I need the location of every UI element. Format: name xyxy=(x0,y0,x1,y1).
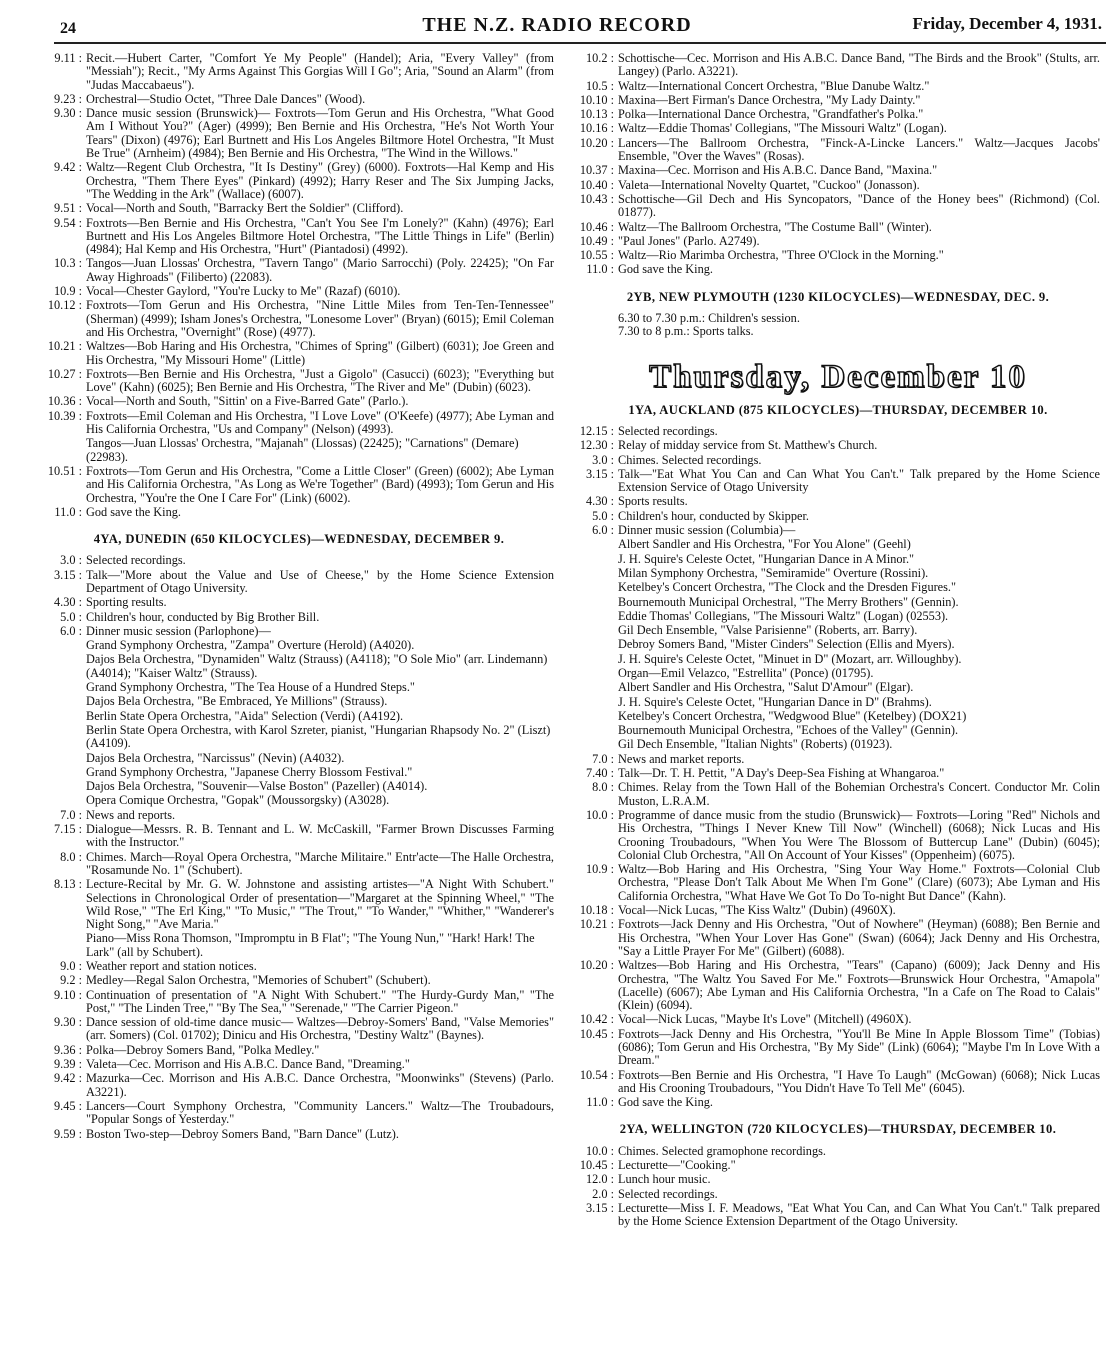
page-number: 24 xyxy=(60,20,76,37)
program-entry xyxy=(44,596,554,609)
dinner-music-item: J. H. Squire's Celeste Octet, "Minuet in D" (Mozart, arr. Willoughby). xyxy=(618,651,962,666)
program-entry xyxy=(44,107,554,160)
program-entry xyxy=(576,193,1100,220)
program-time: 9.11 : xyxy=(44,52,86,92)
program-entry xyxy=(576,122,1100,135)
program-entry xyxy=(576,108,1100,121)
dinner-music-item: Berlin State Opera Orchestra, "Aida" Selection (Verdi) (A4192). xyxy=(86,708,404,723)
program-entry xyxy=(576,221,1100,234)
program-text: Foxtrots—Ben Bernie and His Orchestra, "Can't You See I'm Lonely?" (Kahn) (4976); Earl Burtnett and His Los Angeles Biltmore Hotel Orchestra, "The Little Things in Life" (Berlin) (4984); Hal Kemp and His Orchestra, "Hurt" (Piantadosi) (4992). xyxy=(86,215,554,257)
program-time: 9.45 : xyxy=(44,1100,86,1127)
program-time: 10.3 : xyxy=(44,257,86,284)
program-entry xyxy=(44,1016,554,1043)
program-text: Continuation of presentation of "A Night With Schubert." "The Hurdy-Gurdy Man," "The Post," "The Linden Tree," "By The Sea," "Serenade," "The Carrier Pigeon." xyxy=(86,987,554,1015)
program-entry xyxy=(576,454,1100,467)
program-text: Waltz—International Concert Orchestra, "Blue Danube Waltz." xyxy=(618,78,930,93)
program-time: 9.10 : xyxy=(44,989,86,1016)
dinner-music-item: Opera Comique Orchestra, "Gopak" (Moussorgsky) (A3028). xyxy=(86,793,390,808)
dinner-music-item: Ketelbey's Concert Orchestra, "The Clock and the Dresden Figures." xyxy=(618,580,957,595)
dinner-music-item: Organ—Emil Velazco, "Estrellita" (Ponce) (01795). xyxy=(618,665,874,680)
program-time: 10.49 : xyxy=(576,235,618,248)
program-text: God save the King. xyxy=(618,1095,713,1110)
dinner-music-item: Debroy Somers Band, "Mister Cinders" Selection (Ellis and Myers). xyxy=(618,637,955,652)
program-time: 10.18 : xyxy=(576,904,618,917)
dinner-music-item: J. H. Squire's Celeste Octet, "Hungarian Dance in A Minor." xyxy=(618,551,915,566)
program-text: Vocal—Nick Lucas, "Maybe It's Love" (Mitchell) (4960X). xyxy=(618,1012,912,1027)
program-text: Lunch hour music. xyxy=(618,1172,711,1187)
program-text: Dance session of old-time dance music— Waltzes—Debroy-Somers' Band, "Valse Memories" (arr. Somers) (Col. 01702); Dinicu and His Orchestra, "Destiny Waltz" (Baynes). xyxy=(86,1015,554,1043)
program-text: Waltz—The Ballroom Orchestra, "The Costume Ball" (Winter). xyxy=(618,219,932,234)
program-time: 10.2 : xyxy=(576,52,618,79)
program-time: 5.0 : xyxy=(576,510,618,523)
program-entry xyxy=(576,1159,1100,1172)
program-time: 9.30 : xyxy=(44,107,86,160)
program-time: 9.42 : xyxy=(44,1072,86,1099)
program-text: Boston Two-step—Debroy Somers Band, "Barn Dance" (Lutz). xyxy=(86,1126,399,1141)
program-entry xyxy=(44,974,554,987)
program-time: 9.59 : xyxy=(44,1128,86,1141)
dinner-music-item: Bournemouth Municipal Orchestra, "Echoes of the Valley" (Gennin). xyxy=(618,723,959,738)
program-entry xyxy=(44,202,554,215)
program-list xyxy=(576,753,1100,1110)
program-text: Children's hour, conducted by Big Brother Bill. xyxy=(86,609,320,624)
program-entry xyxy=(576,959,1100,1012)
program-text: God save the King. xyxy=(86,504,181,519)
program-time: 9.36 : xyxy=(44,1044,86,1057)
program-entry xyxy=(576,1013,1100,1026)
program-time: 9.23 : xyxy=(44,93,86,106)
program-time: 10.9 : xyxy=(576,863,618,903)
program-entry xyxy=(576,1069,1100,1096)
program-text: Lecture-Recital by Mr. G. W. Johnstone and assisting artistes—"A Night With Schubert." Selections in Chronological Order of presentation—"Margaret at the Spinning Wheel," "The Wild Rose," "The Erl King," "To Music," "The Trout," "To Wander," "Whither," "Wanderer's Night Song," "Ave Maria." xyxy=(86,877,554,932)
program-text: Vocal—North and South, "Sittin' on a Five-Barred Gate" (Parlo.). xyxy=(86,394,409,409)
program-entry xyxy=(44,569,554,596)
dinner-music-item: Grand Symphony Orchestra, "Japanese Cherry Blossom Festival." xyxy=(86,764,413,779)
program-time: 10.27 : xyxy=(44,368,86,395)
program-entry xyxy=(44,611,554,624)
program-text: Polka—International Dance Orchestra, "Grandfather's Polka." xyxy=(618,107,924,122)
program-time: 10.20 : xyxy=(576,137,618,164)
program-entry xyxy=(576,1096,1100,1109)
program-text: Foxtrots—Tom Gerun and His Orchestra, "Nine Little Miles from Ten-Ten-Tennessee" (Sherman) (4999); Isham Jones's Orchestra, "Lonesome Lover" (Bryan) (6015); Emil Coleman and His Orchestra, "Overnight" (Rose) (4977). xyxy=(86,298,554,339)
program-time: 10.12 : xyxy=(44,299,86,339)
program-entry xyxy=(44,410,554,437)
program-entry xyxy=(44,217,554,257)
program-entry xyxy=(576,179,1100,192)
program-text: Waltzes—Bob Haring and His Orchestra, "Chimes of Spring" (Gilbert) (6031); Joe Green and His Orchestra, "My Missouri Home" (Little) xyxy=(86,339,554,367)
dinner-music-item: Berlin State Opera Orchestra, with Karol Szreter, pianist, "Hungarian Rhapsody No. 2" (Liszt) (A4109). xyxy=(86,722,551,751)
program-text: "Paul Jones" (Parlo. A2749). xyxy=(618,233,760,248)
program-text: God save the King. xyxy=(618,262,713,277)
program-entry xyxy=(576,809,1100,862)
program-text: Selected recordings. xyxy=(618,1186,718,1201)
program-list xyxy=(576,52,1100,277)
program-time: 12.0 : xyxy=(576,1173,618,1186)
program-time: 9.42 : xyxy=(44,161,86,201)
program-entry xyxy=(44,161,554,201)
program-time: 4.30 : xyxy=(576,495,618,508)
program-text: News and market reports. xyxy=(618,751,745,766)
dinner-music-item: Albert Sandler and His Orchestra, "For You Alone" (Geehl) xyxy=(618,537,911,552)
program-time: 10.20 : xyxy=(576,959,618,1012)
program-text: Vocal—Chester Gaylord, "You're Lucky to Me" (Razaf) (6010). xyxy=(86,284,401,299)
right-column xyxy=(576,52,1100,1230)
program-time: 9.54 : xyxy=(44,217,86,257)
program-text: Sports results. xyxy=(618,494,688,509)
program-time: 12.30 : xyxy=(576,439,618,452)
program-time: 8.13 : xyxy=(44,878,86,931)
program-text: News and reports. xyxy=(86,807,176,822)
program-text: Lecturette—Miss I. F. Meadows, "Eat What You Can, and Can What You Can't." Talk prepared by the Home Science Extension Department of the Otago University. xyxy=(618,1200,1100,1229)
program-time: 7.0 : xyxy=(576,753,618,766)
program-time: 10.55 : xyxy=(576,249,618,262)
program-entry xyxy=(576,235,1100,248)
program-text: Dinner music session (Parlophone)— xyxy=(86,623,271,638)
program-entry xyxy=(576,137,1100,164)
program-entry xyxy=(576,52,1100,79)
program-entry xyxy=(44,989,554,1016)
dinner-music-item: Gil Dech Ensemble, "Valse Parisienne" (Roberts, arr. Barry). xyxy=(618,623,918,638)
program-time: 10.0 : xyxy=(576,809,618,862)
program-time: 6.0 : xyxy=(576,524,618,537)
publication-title: THE N.Z. RADIO RECORD xyxy=(422,14,692,36)
program-time: 9.30 : xyxy=(44,1016,86,1043)
program-entry xyxy=(576,767,1100,780)
program-entry xyxy=(44,809,554,822)
program-entry xyxy=(576,1145,1100,1158)
program-text: Recit.—Hubert Carter, "Comfort Ye My People" (Handel); Aria, "Every Valley" (from "Messiah"); Recit., "My Arms Against This Gorgias Will I Go"; Aria, "Sound an Alarm" (from "Judas Maccabaeus"). xyxy=(86,51,554,92)
program-time: 5.0 : xyxy=(44,611,86,624)
program-text: Dialogue—Messrs. R. B. Tennant and L. W. McCaskill, "Farmer Brown Discusses Farming with the Instructor." xyxy=(86,822,554,850)
program-time: 3.0 : xyxy=(576,454,618,467)
program-entry xyxy=(576,510,1100,523)
dinner-music-item: Eddie Thomas' Collegians, "The Missouri Waltz" (Logan) (02553). xyxy=(618,608,949,623)
program-time: 10.21 : xyxy=(576,918,618,958)
program-time: 10.0 : xyxy=(576,1145,618,1158)
program-entry xyxy=(576,80,1100,93)
program-subentry: Tangos—Juan Llossas' Orchestra, "Majanah" (Llossas) (22425); "Carnations" (Demare) (22983). xyxy=(86,436,519,464)
program-text: Medley—Regal Salon Orchestra, "Memories of Schubert" (Schubert). xyxy=(86,973,431,988)
program-text: Lecturette—"Cooking." xyxy=(618,1158,736,1173)
program-text: Vocal—Nick Lucas, "The Kiss Waltz" (Dubin) (4960X). xyxy=(618,903,896,918)
program-entry xyxy=(44,506,554,519)
program-entry xyxy=(44,1128,554,1141)
program-text: Talk—"Eat What You Can and Can What You Can't." Talk prepared by the Home Science Extension Service of Otago University xyxy=(618,466,1100,495)
program-text: Relay of midday service from St. Matthew's Church. xyxy=(618,438,878,453)
dinner-music-item: Dajos Bela Orchestra, "Dynamiden" Waltz (Strauss) (A4118); "O Sole Mio" (arr. Lindemann) (A4014); "Kaiser Waltz" (Strauss). xyxy=(86,652,548,680)
program-line: 6.30 to 7.30 p.m.: Children's session. xyxy=(618,311,800,326)
program-text: Vocal—North and South, "Barracky Bert the Soldier" (Clifford). xyxy=(86,201,404,216)
program-text: Schottische—Cec. Morrison and His A.B.C. Dance Band, "The Birds and the Brook" (Stults, arr. Langey) (Parlo. A3221). xyxy=(618,51,1100,79)
program-entry xyxy=(44,257,554,284)
program-entry xyxy=(44,878,554,931)
program-entry xyxy=(44,299,554,339)
program-entry xyxy=(576,904,1100,917)
program-entry xyxy=(44,625,554,638)
program-entry xyxy=(44,93,554,106)
program-time: 7.0 : xyxy=(44,809,86,822)
program-text: Polka—Debroy Somers Band, "Polka Medley." xyxy=(86,1042,320,1057)
program-time: 3.15 : xyxy=(576,468,618,495)
program-time: 9.51 : xyxy=(44,202,86,215)
dinner-music-item: Milan Symphony Orchestra, "Semiramide" Overture (Rossini). xyxy=(618,565,929,580)
program-time: 10.46 : xyxy=(576,221,618,234)
program-text: Maxina—Cec. Morrison and His A.B.C. Dance Band, "Maxina." xyxy=(618,163,938,178)
program-text: Foxtrots—Jack Denny and His Orchestra, "Out of Nowhere" (Heyman) (6088); Ben Bernie and His Orchestra, "When Your Lover Has Gone" (Swan) (6064); Jack Denny and His Orchestra, "Say a Little Prayer For Me" (Gilbert) (6088). xyxy=(618,917,1100,958)
program-text: Lancers—Court Symphony Orchestra, "Community Lancers." Waltz—The Troubadours, "Popular Songs of Yesterday." xyxy=(86,1098,554,1127)
program-entry xyxy=(44,465,554,505)
program-text: Dance music session (Brunswick)— Foxtrots—Tom Gerun and His Orchestra, "What Good Am I Without You?" (Ager) (4999); Ben Bernie and His Orchestra, "He's Not Worth Your Tears" (Dixon) (4976); Earl Burtnett and His Los Angeles Biltmore Hotel Orchestra, "It Must Be True" (Arnheim) (4984); Ben Bernie and His Orchestra, "The Wind in the Willows." xyxy=(86,106,554,161)
program-entry xyxy=(576,781,1100,808)
program-list xyxy=(44,809,554,932)
program-list xyxy=(44,960,554,1141)
dinner-music-item: Dajos Bela Orchestra, "Be Embraced, Ye Millions" (Strauss). xyxy=(86,694,388,709)
program-time: 3.0 : xyxy=(44,554,86,567)
program-time: 11.0 : xyxy=(576,263,618,276)
program-text: Programme of dance music from the studio (Brunswick)— Foxtrots—Loring "Red" Nichols and His Orchestra, "Things I Never Knew Till Now" (Winchell) (6068); Nick Lucas and His Crooning Troubadours, "When You Were The Blossom of Buttercup Lane" (Dubin) (6045); Colonial Club Orchestra, "All On Account of Your Kisses" (Oppenheim) (6075). xyxy=(618,807,1100,862)
program-text: Foxtrots—Emil Coleman and His Orchestra, "I Love Love" (O'Keefe) (4977); Abe Lyman and His California Orchestra, "Us and Company" (Nelson) (4993). xyxy=(86,408,554,437)
program-entry xyxy=(44,285,554,298)
program-time: 9.0 : xyxy=(44,960,86,973)
program-list xyxy=(44,52,554,436)
dinner-music-item: Grand Symphony Orchestra, "Zampa" Overture (Herold) (A4020). xyxy=(86,638,415,653)
program-text: Dinner music session (Columbia)— xyxy=(618,523,796,538)
program-list xyxy=(44,554,554,638)
program-text: Sporting results. xyxy=(86,595,167,610)
program-entry xyxy=(576,94,1100,107)
program-time: 10.13 : xyxy=(576,108,618,121)
dinner-music-item: Dajos Bela Orchestra, "Souvenir—Valse Boston" (Pazeller) (A4014). xyxy=(86,779,428,794)
program-text: Orchestral—Studio Octet, "Three Dale Dances" (Wood). xyxy=(86,91,366,106)
program-entry xyxy=(44,368,554,395)
program-time: 6.0 : xyxy=(44,625,86,638)
program-time: 8.0 : xyxy=(576,781,618,808)
program-list xyxy=(576,425,1100,537)
program-text: Waltz—Eddie Thomas' Collegians, "The Missouri Waltz" (Logan). xyxy=(618,121,947,136)
program-entry xyxy=(576,495,1100,508)
program-time: 9.2 : xyxy=(44,974,86,987)
program-text: Schottische—Gil Dech and His Syncopators, "Dance of the Honey bees" (Richmond) (Col. 01877). xyxy=(618,191,1100,220)
program-time: 8.0 : xyxy=(44,851,86,878)
program-text: Children's hour, conducted by Skipper. xyxy=(618,508,809,523)
program-text: Foxtrots—Tom Gerun and His Orchestra, "Come a Little Closer" (Green) (6002); Abe Lyman and His California Orchestra, "As Long as We're Together" (Bard) (4993); Tom Gerun and His Orchestra, "You're the One I Care For" (Link) (6002). xyxy=(86,463,554,505)
program-text: Chimes. Selected gramophone recordings. xyxy=(618,1143,826,1158)
program-entry xyxy=(576,263,1100,276)
program-entry xyxy=(576,1188,1100,1201)
program-time: 11.0 : xyxy=(44,506,86,519)
program-text: Maxina—Bert Firman's Dance Orchestra, "My Lady Dainty." xyxy=(618,92,921,107)
day-heading: Thursday, December 10 xyxy=(649,358,1027,395)
program-text: Valeta—International Novelty Quartet, "Cuckoo" (Jonasson). xyxy=(618,177,920,192)
program-line: 7.30 to 8 p.m.: Sports talks. xyxy=(618,324,754,339)
program-entry xyxy=(576,1202,1100,1229)
program-entry xyxy=(576,439,1100,452)
program-entry xyxy=(576,249,1100,262)
dinner-music-item: Grand Symphony Orchestra, "The Tea House of a Hundred Steps." xyxy=(86,680,415,695)
program-entry xyxy=(576,1173,1100,1186)
program-text: Waltz—Bob Haring and His Orchestra, "Sing Your Way Home." Foxtrots—Colonial Club Orchestra, "Please Don't Talk About Me When I'm Gone" (Clare) (6073); Abe Lyman and His California Orchestra, "What Have We Got To Do To-night But Dance" (Kahn). xyxy=(618,862,1100,903)
program-text: Chimes. March—Royal Opera Orchestra, "Marche Militaire." Entr'acte—The Halle Orchestra, "Rosamunde No. 1" (Schubert). xyxy=(86,849,554,877)
program-list xyxy=(44,465,554,519)
program-time: 10.21 : xyxy=(44,340,86,367)
program-entry xyxy=(44,1072,554,1099)
program-time: 10.43 : xyxy=(576,193,618,220)
program-time: 4.30 : xyxy=(44,596,86,609)
program-time: 2.0 : xyxy=(576,1188,618,1201)
program-entry xyxy=(44,823,554,850)
program-time: 10.39 : xyxy=(44,410,86,437)
program-text: Waltz—Regent Club Orchestra, "It Is Destiny" (Grey) (6000). Foxtrots—Hal Kemp and His Orchestra, "Them There Eyes" (Pinkard) (4992); Harry Reser and The Six Jumping Jacks, "The Wedding in the Ark" (Wallace) (6007). xyxy=(86,160,554,201)
page-header xyxy=(0,0,1114,46)
program-text: Waltz—Rio Marimba Orchestra, "Three O'Clock in the Morning." xyxy=(618,248,944,263)
program-time: 7.15 : xyxy=(44,823,86,850)
program-time: 10.54 : xyxy=(576,1069,618,1096)
dinner-music-item: J. H. Squire's Celeste Octet, "Hungarian Dance in D" (Brahms). xyxy=(618,694,932,709)
program-entry xyxy=(576,753,1100,766)
program-text: Tangos—Juan Llossas' Orchestra, "Tavern Tango" (Mario Sarrocchi) (Poly. 22425); "On Far Away Highroads" (Filiberto) (22083). xyxy=(86,256,554,284)
program-text: Talk—"More about the Value and Use of Cheese," by the Home Science Extension Department of Otago University. xyxy=(86,567,554,595)
program-text: Foxtrots—Ben Bernie and His Orchestra, "I Have To Laugh" (McGowan) (6068); Nick Lucas and His Crooning Troubadours, "You Didn't Have To Tell Me" (6045). xyxy=(618,1067,1100,1095)
program-text: Valeta—Cec. Morrison and His A.B.C. Dance Band, "Dreaming." xyxy=(86,1057,410,1072)
program-time: 10.51 : xyxy=(44,465,86,505)
dinner-music-item: Gil Dech Ensemble, "Italian Nights" (Roberts) (01923). xyxy=(618,737,893,752)
program-subentry: Piano—Miss Rona Thomson, "Impromptu in B Flat"; "The Young Nun," "Hark! Hark! The Lark" (all by Schubert). xyxy=(86,931,535,959)
issue-date: Friday, December 4, 1931. xyxy=(912,14,1102,33)
station-heading: 2YB, NEW PLYMOUTH (1230 KILOCYCLES)—WEDNESDAY, DEC. 9. xyxy=(626,289,1050,304)
program-time: 10.45 : xyxy=(576,1159,618,1172)
program-text: Selected recordings. xyxy=(86,553,186,568)
program-entry xyxy=(576,468,1100,495)
program-time: 12.15 : xyxy=(576,425,618,438)
program-time: 10.45 : xyxy=(576,1028,618,1068)
program-text: Selected recordings. xyxy=(618,423,718,438)
program-text: Talk—Dr. T. H. Pettit, "A Day's Deep-Sea Fishing at Whangaroa." xyxy=(618,766,945,781)
program-time: 10.9 : xyxy=(44,285,86,298)
program-list xyxy=(576,1145,1100,1229)
program-entry xyxy=(576,1028,1100,1068)
program-entry xyxy=(44,1044,554,1057)
program-time: 3.15 : xyxy=(576,1202,618,1229)
program-text: Foxtrots—Ben Bernie and His Orchestra, "Just a Gigolo" (Casucci) (6023); "Everything but Love" (Kahn) (6025); Ben Bernie and His Orchestra, "The River and Me" (Dubin) (6023). xyxy=(86,366,554,395)
program-text: Chimes. Relay from the Town Hall of the Bohemian Orchestra's Concert. Conductor Mr. Colin Muston, L.R.A.M. xyxy=(618,780,1100,808)
program-text: Mazurka—Cec. Morrison and His A.B.C. Dance Orchestra, "Moonwinks" (Stevens) (Parlo. A3221). xyxy=(86,1071,554,1099)
program-entry xyxy=(44,340,554,367)
program-entry xyxy=(576,524,1100,537)
program-time: 10.16 : xyxy=(576,122,618,135)
station-heading: 1YA, AUCKLAND (875 KILOCYCLES)—THURSDAY, DECEMBER 10. xyxy=(628,402,1048,417)
program-entry xyxy=(44,851,554,878)
program-entry xyxy=(44,1058,554,1071)
dinner-music-list xyxy=(576,538,1100,751)
program-entry xyxy=(576,164,1100,177)
program-entry xyxy=(44,395,554,408)
program-entry xyxy=(576,918,1100,958)
program-time: 3.15 : xyxy=(44,569,86,596)
program-text: Chimes. Selected recordings. xyxy=(618,452,762,467)
program-text: Waltzes—Bob Haring and His Orchestra, "Tears" (Capano) (6009); Jack Denny and His Orchestra, "The Waltz You Saved For Me." Foxtrots—Brunswick Hour Orchestra, "Amapola" (Lacelle) (6067); Abe Lyman and His California Orchestra, "In a Cafe on The Road to Calais" (Klein) (6094). xyxy=(618,958,1100,1013)
program-entry xyxy=(44,1100,554,1127)
program-time: 10.42 : xyxy=(576,1013,618,1026)
dinner-music-item: Bournemouth Municipal Orchestral, "The Merry Brothers" (Gennin). xyxy=(618,594,959,609)
program-time: 10.36 : xyxy=(44,395,86,408)
program-time: 10.5 : xyxy=(576,80,618,93)
program-entry xyxy=(44,52,554,92)
program-time: 10.10 : xyxy=(576,94,618,107)
dinner-music-list xyxy=(44,639,554,808)
dinner-music-item: Dajos Bela Orchestra, "Narcissus" (Nevin) (A4032). xyxy=(86,750,345,765)
program-time: 10.37 : xyxy=(576,164,618,177)
station-heading: 2YA, WELLINGTON (720 KILOCYCLES)—THURSDAY, DECEMBER 10. xyxy=(619,1122,1057,1137)
program-time: 10.40 : xyxy=(576,179,618,192)
program-text: Weather report and station notices. xyxy=(86,959,257,973)
left-column xyxy=(44,52,554,1142)
header-rule xyxy=(54,42,1106,44)
program-entry xyxy=(44,554,554,567)
station-heading: 4YA, DUNEDIN (650 KILOCYCLES)—WEDNESDAY, DECEMBER 9. xyxy=(93,532,505,547)
program-time: 7.40 : xyxy=(576,767,618,780)
program-time: 11.0 : xyxy=(576,1096,618,1109)
program-time: 9.39 : xyxy=(44,1058,86,1071)
program-text: Foxtrots—Jack Denny and His Orchestra, "You'll Be Mine In Apple Blossom Time" (Tobias) (6086); Tom Gerun and His Orchestra, "By My Side" (Link) (6064); "Maybe I'm In Love With a Dream." xyxy=(618,1026,1100,1068)
dinner-music-item: Ketelbey's Concert Orchestra, "Wedgwood Blue" (Ketelbey) (DOX21) xyxy=(618,708,967,723)
program-entry xyxy=(576,425,1100,438)
program-text: Lancers—The Ballroom Orchestra, "Finck-A-Lincke Lancers." Waltz—Jacques Jacobs' Ensemble, "Over the Waves" (Rosas). xyxy=(618,135,1100,164)
program-entry xyxy=(44,960,554,973)
dinner-music-item: Albert Sandler and His Orchestra, "Salut D'Amour" (Elgar). xyxy=(618,680,914,695)
program-entry xyxy=(576,863,1100,903)
